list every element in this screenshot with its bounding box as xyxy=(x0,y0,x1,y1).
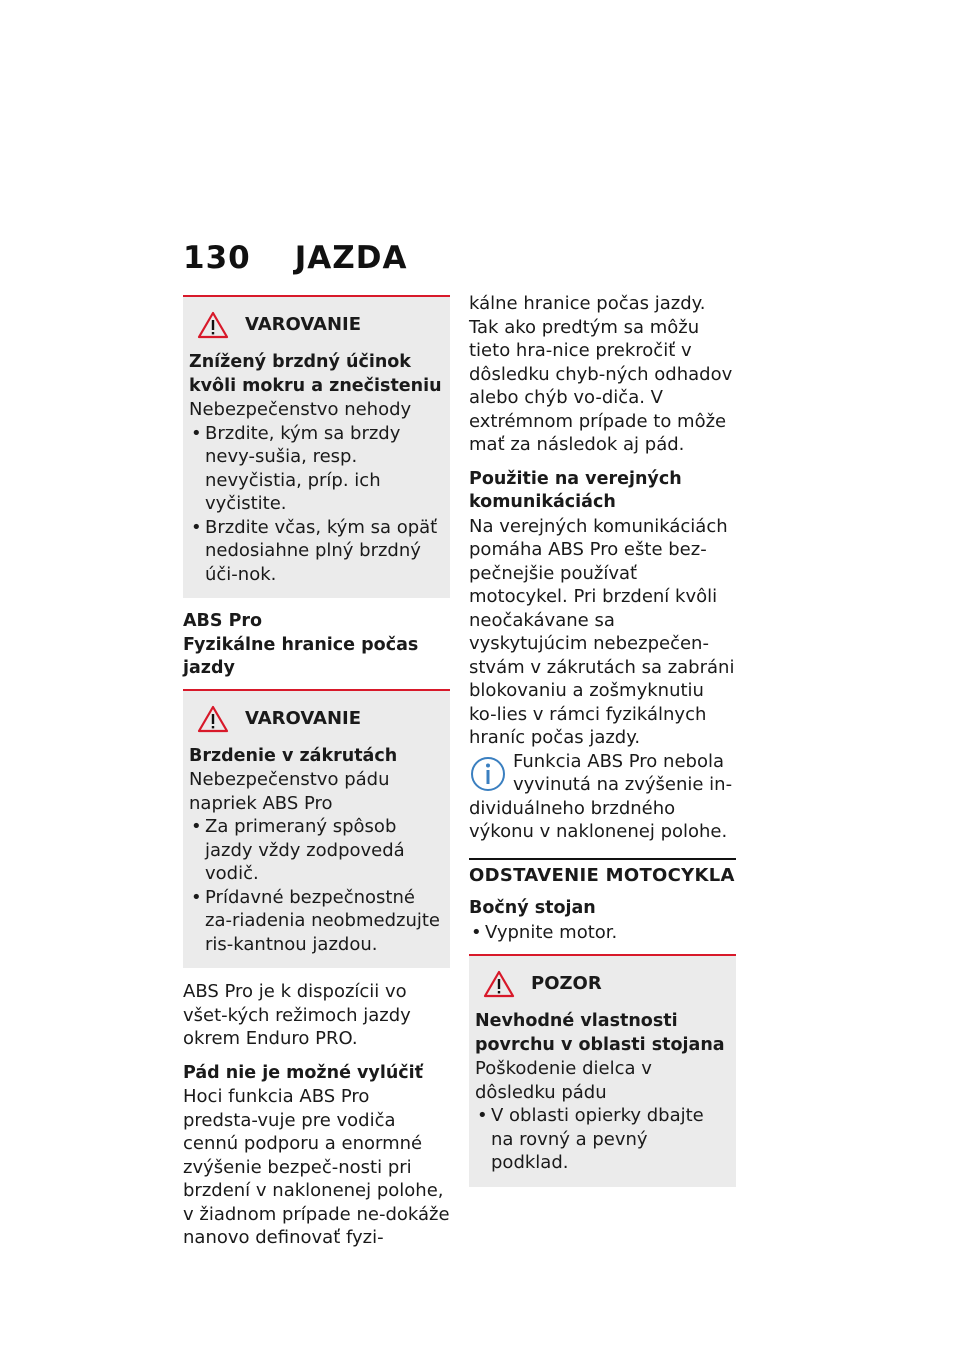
public-roads-text: Na verejných komunikáciách pomáha ABS Pro ešte bez-pečnejšie používať motocykel. Pri brzdení kvôli neočakávane sa vyskytujúcim nebezpečen-stvám v zákrutách sa zabráni blokovaniu a zošmyknutiu ko-lies v rámci fyzikálnych hraníc počas jazdy. xyxy=(469,515,735,748)
caution-title: Nevhodné vlastnosti povrchu v oblasti stojana xyxy=(475,1011,725,1055)
warning-bullets xyxy=(189,815,442,956)
side-stand-bullets xyxy=(469,921,736,945)
warning-header xyxy=(189,311,442,339)
list-item: • Prídavné bezpečnostné za-riadenia neobmedzujte ris-kantnou jazdou. xyxy=(189,886,442,957)
warning-box-wet-brakes xyxy=(183,295,450,598)
warning-label: VAROVANIE xyxy=(245,314,362,336)
info-note xyxy=(469,750,736,844)
continued-text: kálne hranice počas jazdy. Tak ako predtým sa môžu tieto hra-nice prekročiť v dôsledku chyb-ných odhadov alebo chýb vo-diča. V extrémnom prípade to môže mať za následok aj pád. xyxy=(469,293,733,455)
warning-risk: Nebezpečenstvo nehody xyxy=(189,399,412,420)
warning-header xyxy=(189,705,442,733)
abs-availability-text: ABS Pro je k dispozícii vo všet-kých režimoch jazdy okrem Enduro PRO. xyxy=(183,981,411,1049)
page-header xyxy=(183,240,407,276)
warning-risk: Nebezpečenstvo pádu napriek ABS Pro xyxy=(189,769,390,814)
list-item: • Brzdite včas, kým sa opäť nedosiahne plný brzdný úči-nok. xyxy=(189,516,442,587)
list-item: • Brzdite, kým sa brzdy nevy-sušia, resp. nevyčistia, príp. ich vyčistite. xyxy=(189,422,442,516)
warning-bullets xyxy=(189,422,442,587)
chapter-title: JAZDA xyxy=(294,240,408,276)
list-item: • Vypnite motor. xyxy=(469,921,736,945)
abs-title: ABS Pro xyxy=(183,611,263,631)
caution-bullets xyxy=(475,1104,728,1175)
left-column xyxy=(183,295,450,1250)
right-column xyxy=(469,292,736,1199)
warning-box-cornering xyxy=(183,689,450,969)
list-item: • V oblasti opierky dbajte na rovný a pevný podklad. xyxy=(475,1104,728,1175)
abs-subtitle: Fyzikálne hranice počas jazdy xyxy=(183,634,419,678)
list-item: • Za primeraný spôsob jazdy vždy zodpovedá vodič. xyxy=(189,815,442,886)
side-stand-title: Bočný stojan xyxy=(469,898,596,918)
caution-label: POZOR xyxy=(531,973,602,995)
page-number: 130 xyxy=(183,240,251,276)
fall-title: Pád nie je možné vylúčiť xyxy=(183,1062,424,1083)
warning-triangle-icon xyxy=(197,705,229,733)
warning-label: VAROVANIE xyxy=(245,707,362,729)
public-roads-title: Použitie na verejných komunikáciách xyxy=(469,468,682,512)
warning-triangle-icon xyxy=(197,311,229,339)
fall-text: Hoci funkcia ABS Pro predsta-vuje pre vodiča cennú podporu a enormné zvýšenie bezpeč-nosti pri brzdení v naklonenej polohe, v žiadnom prípade ne-dokáže nanovo definovať fyzi- xyxy=(183,1086,450,1248)
caution-risk: Poškodenie dielca v dôsledku pádu xyxy=(475,1058,652,1103)
section-title: ODSTAVENIE MOTOCYKLA xyxy=(469,858,736,888)
info-icon xyxy=(469,754,507,794)
warning-triangle-icon xyxy=(483,970,515,998)
warning-title: Brzdenie v zákrutách xyxy=(189,745,398,766)
warning-title: Znížený brzdný účinok kvôli mokru a znečisteniu xyxy=(189,352,442,396)
caution-box xyxy=(469,954,736,1187)
caution-header xyxy=(475,970,728,998)
info-text: Funkcia ABS Pro nebola vyvinutá na zvýšenie in-dividuálneho brzdného výkonu v naklonenej polohe. xyxy=(469,750,733,842)
